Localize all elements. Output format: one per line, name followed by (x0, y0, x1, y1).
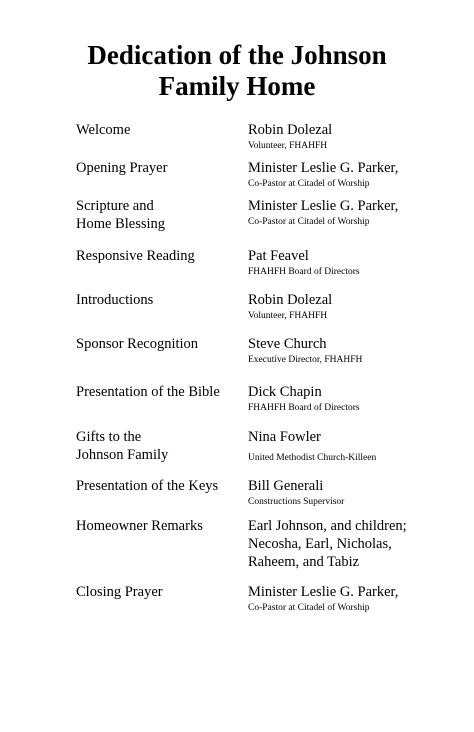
program-participant (248, 335, 468, 366)
program-part-line: Opening Prayer (76, 160, 168, 176)
participant-role: Co-Pastor at Citadel of Worship (248, 179, 370, 189)
participant-name (248, 583, 468, 601)
participant-role: Constructions Supervisor (248, 497, 345, 507)
program-part-line: Gifts to the (76, 429, 142, 445)
participant-role: FHAHFH Board of Directors (248, 267, 360, 277)
page-title (0, 40, 474, 102)
program-part-line: Welcome (76, 122, 131, 138)
participant-name-line: Raheem, and Tabiz (248, 554, 360, 570)
program-part (76, 159, 246, 177)
program-part-line: Closing Prayer (76, 584, 163, 600)
title-line-1: Dedication of the Johnson (87, 40, 387, 70)
participant-name (248, 159, 468, 177)
program-participant (248, 291, 468, 322)
participant-name (248, 247, 468, 265)
program-participant (248, 477, 468, 508)
participant-role: United Methodist Church-Killeen (248, 453, 377, 463)
participant-name-line: Minister Leslie G. Parker, (248, 584, 399, 600)
program-part (76, 517, 246, 535)
program-part-line: Responsive Reading (76, 248, 195, 264)
participant-name (248, 428, 468, 446)
participant-role: FHAHFH Board of Directors (248, 403, 360, 413)
participant-name-line: Steve Church (248, 336, 327, 352)
participant-role: Executive Director, FHAHFH (248, 355, 363, 365)
program-part-line: Sponsor Recognition (76, 336, 199, 352)
program-part-line: Scripture and (76, 198, 154, 214)
participant-name-line: Robin Dolezal (248, 292, 333, 308)
program-participant (248, 197, 468, 228)
program-participant (248, 428, 468, 464)
program-part-line: Home Blessing (76, 216, 166, 232)
program-participant (248, 583, 468, 614)
program-participant (248, 159, 468, 190)
participant-name (248, 517, 468, 571)
participant-name-line: Earl Johnson, and children; (248, 518, 407, 534)
title-line-2: Family Home (158, 71, 316, 101)
program-part (76, 291, 246, 309)
participant-name-line: Bill Generali (248, 478, 324, 494)
program-part (76, 428, 246, 464)
program-part-line: Presentation of the Bible (76, 384, 220, 400)
participant-name-line: Dick Chapin (248, 384, 322, 400)
program-participant (248, 247, 468, 278)
participant-role: Volunteer, FHAHFH (248, 141, 328, 151)
program-part-line: Johnson Family (76, 447, 169, 463)
participant-name (248, 477, 468, 495)
program-part (76, 477, 246, 495)
participant-name (248, 121, 468, 139)
program-participant (248, 517, 468, 571)
program-participant (248, 121, 468, 152)
participant-name-line: Minister Leslie G. Parker, (248, 160, 399, 176)
participant-name-line: Nina Fowler (248, 429, 321, 445)
program-part (76, 197, 246, 233)
participant-name (248, 197, 468, 215)
program-part (76, 121, 246, 139)
participant-role: Co-Pastor at Citadel of Worship (248, 603, 370, 613)
participant-name (248, 383, 468, 401)
participant-name-line: Pat Feavel (248, 248, 309, 264)
program-part-line: Presentation of the Keys (76, 478, 219, 494)
program-part (76, 335, 246, 353)
participant-name-line: Robin Dolezal (248, 122, 333, 138)
participant-role: Volunteer, FHAHFH (248, 311, 328, 321)
program-participant (248, 383, 468, 414)
participant-role: Co-Pastor at Citadel of Worship (248, 217, 370, 227)
program-part (76, 383, 246, 401)
participant-name (248, 291, 468, 309)
participant-name (248, 335, 468, 353)
program-part (76, 583, 246, 601)
participant-name-line: Necosha, Earl, Nicholas, (248, 536, 392, 552)
program-part (76, 247, 246, 265)
program-part-line: Homeowner Remarks (76, 518, 203, 534)
participant-name-line: Minister Leslie G. Parker, (248, 198, 399, 214)
program-part-line: Introductions (76, 292, 154, 308)
